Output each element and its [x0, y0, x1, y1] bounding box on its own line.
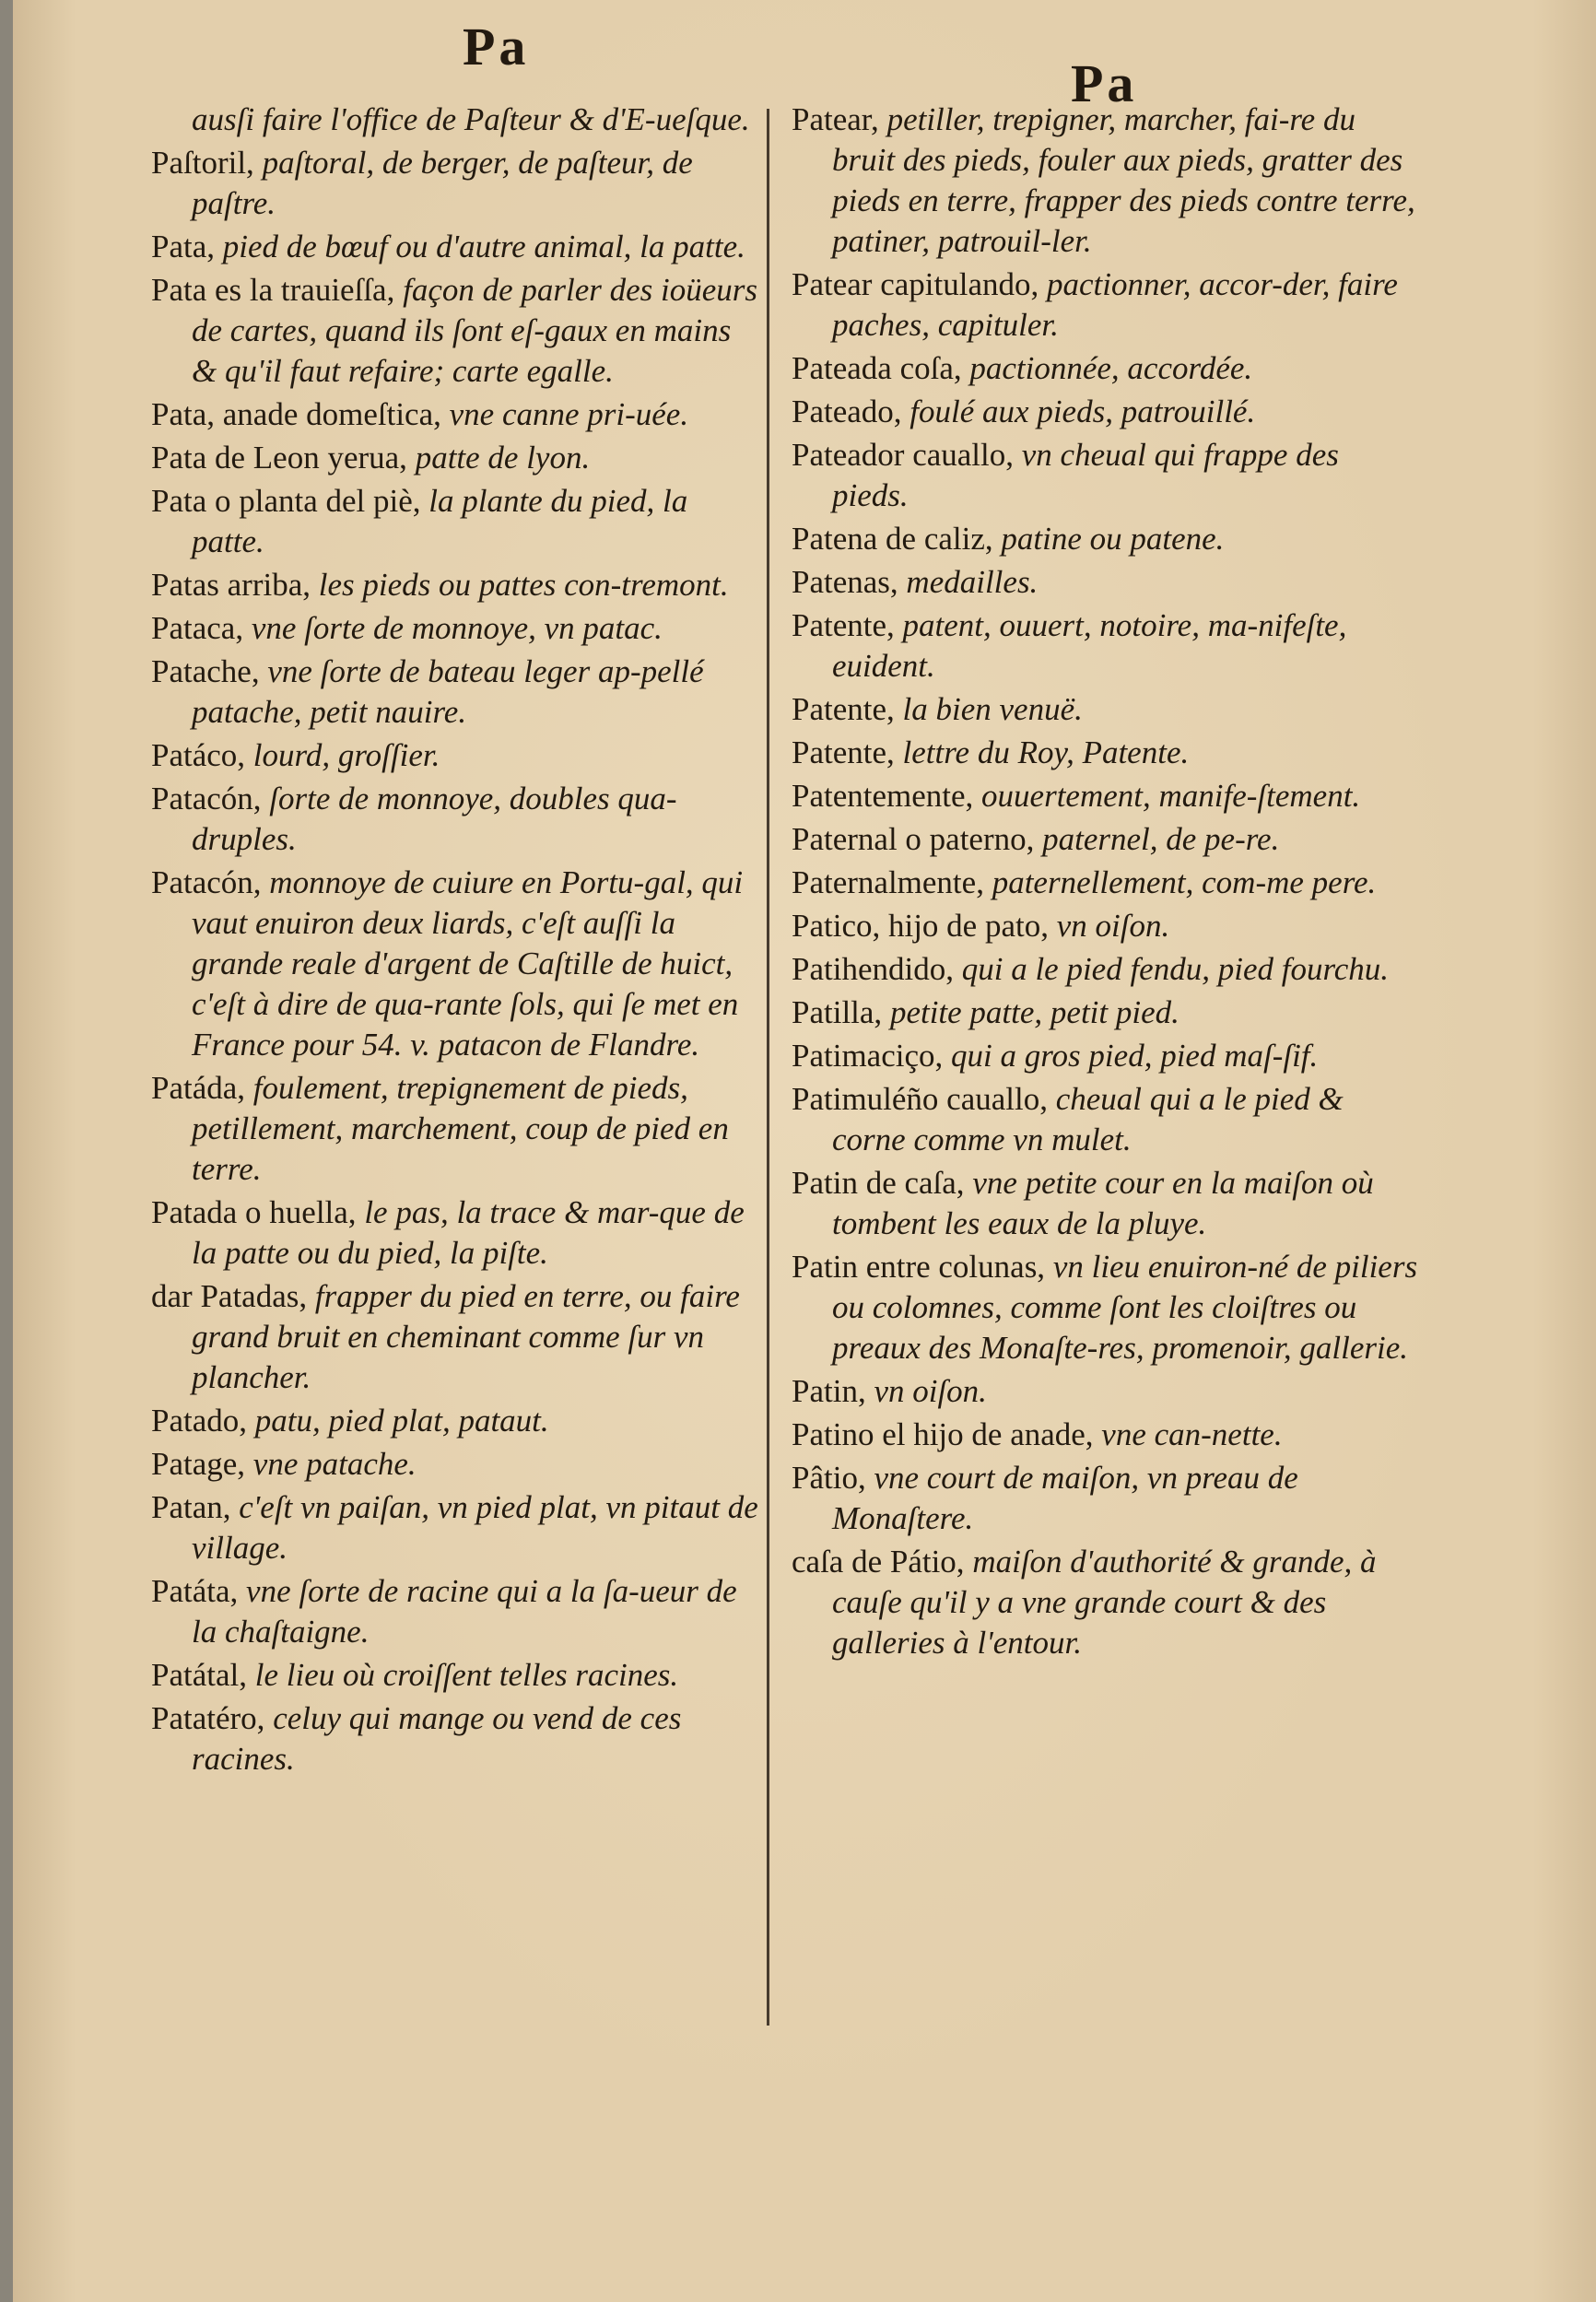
dictionary-entry	[151, 735, 759, 776]
headword: Patage,	[151, 1446, 246, 1482]
headword: Patente,	[792, 734, 895, 770]
running-head-right: Pa	[1071, 53, 1138, 113]
definition: pied de bœuf ou d'autre animal, la patte.	[215, 229, 745, 264]
definition: ouuertement, manife-ſtement.	[973, 778, 1361, 814]
definition: vne petite cour en la maiſon où tombent les eaux de la pluye.	[832, 1165, 1374, 1241]
dictionary-entry	[151, 565, 759, 605]
definition: cheual qui a le pied & corne comme vn mulet.	[832, 1081, 1344, 1157]
headword: Patáda,	[151, 1070, 246, 1106]
headword: Patente,	[792, 607, 895, 643]
headword: Patacón,	[151, 864, 262, 900]
dictionary-entry	[151, 1655, 759, 1696]
dictionary-entry	[792, 1036, 1418, 1076]
headword: Patentemente,	[792, 778, 974, 814]
dictionary-entry	[792, 264, 1418, 346]
definition: vne can-nette.	[1093, 1416, 1283, 1452]
headword: Patacón,	[151, 781, 262, 816]
dictionary-entry	[151, 270, 759, 392]
definition: paſtoral, de berger, de paſteur, de paſtre.	[192, 145, 693, 221]
headword: Patihendido,	[792, 951, 954, 987]
definition: la bien venuë.	[894, 691, 1083, 727]
definition: vne canne pri-uée.	[440, 396, 689, 432]
headword: Patáco,	[151, 737, 246, 773]
column-rule	[767, 109, 769, 2026]
dictionary-entry	[792, 689, 1418, 730]
left-column	[151, 100, 759, 1782]
definition: qui a gros pied, pied maſ-ſif.	[943, 1038, 1319, 1074]
headword: Patimaciço,	[792, 1038, 944, 1074]
headword: Patear capitulando,	[792, 266, 1039, 302]
headword: Pata de Leon yerua,	[151, 440, 407, 476]
dictionary-entry	[792, 906, 1418, 946]
dictionary-entry	[151, 1444, 759, 1485]
definition: vn oiſon.	[865, 1373, 987, 1409]
dictionary-entry	[792, 519, 1418, 559]
headword: Patache,	[151, 653, 260, 689]
headword: Patátal,	[151, 1657, 247, 1693]
definition: vne court de maiſon, vn preau de Monaſtere.	[832, 1460, 1298, 1536]
dictionary-entry	[792, 819, 1418, 860]
dictionary-entry	[792, 733, 1418, 773]
definition: lettre du Roy, Patente.	[894, 734, 1190, 770]
definition: lourd, groſſier.	[245, 737, 440, 773]
dictionary-entry	[151, 438, 759, 478]
dictionary-entry	[792, 1079, 1418, 1160]
headword: Patilla,	[792, 994, 883, 1030]
definition: vn lieu enuiron-né de piliers ou colomnes, comme ſont les cloiſtres ou preaux des Monaſte-res, promenoir, gallerie.	[832, 1249, 1418, 1366]
definition: vne patache.	[245, 1446, 417, 1482]
right-column	[792, 100, 1418, 1666]
headword: Pata o planta del piè,	[151, 483, 421, 519]
dictionary-entry	[792, 1458, 1418, 1539]
headword: Patente,	[792, 691, 895, 727]
headword: Patico, hijo de pato,	[792, 908, 1049, 944]
definition: patine ou patene.	[992, 521, 1225, 557]
dictionary-entry	[151, 481, 759, 562]
definition: patent, ouuert, notoire, ma-nifeſte, euident.	[832, 607, 1347, 684]
definition: petite patte, petit pied.	[882, 994, 1179, 1030]
definition: petiller, trepigner, marcher, fai-re du bruit des pieds, fouler aux pieds, gratter des pieds en terre, frapper des pieds contre terre, patiner, patrouil-ler.	[832, 101, 1415, 259]
headword: Pata,	[151, 229, 216, 264]
headword: Paternal o paterno,	[792, 821, 1035, 857]
headword: Pateado,	[792, 393, 902, 429]
book-page	[13, 0, 1596, 2302]
headword: Pâtio,	[792, 1460, 866, 1496]
definition: vne ſorte de bateau leger ap-pellé patache, petit nauire.	[192, 653, 704, 730]
definition: le pas, la trace & mar-que de la patte ou du pied, la piſte.	[192, 1194, 745, 1271]
definition: monnoye de cuiure en Portu-gal, qui vaut enuiron deux liards, c'eſt auſſi la grande reale d'argent de Caſtille de huict, c'eſt à dire de qua-rante ſols, qui ſe met en France pour 54. v. patacon de Flandre.	[192, 864, 744, 1063]
headword: Pata, anade domeſtica,	[151, 396, 441, 432]
headword: Paſtoril,	[151, 145, 254, 181]
headword: Patado,	[151, 1403, 248, 1439]
dictionary-entry	[151, 394, 759, 435]
dictionary-entry	[792, 348, 1418, 389]
dictionary-entry	[151, 863, 759, 1065]
definition: patu, pied plat, pataut.	[247, 1403, 549, 1439]
dictionary-entry	[151, 779, 759, 860]
dictionary-entry	[792, 562, 1418, 603]
definition: paternellement, com-me pere.	[983, 864, 1377, 900]
dictionary-entry	[151, 1276, 759, 1398]
headword: Patenas,	[792, 564, 898, 600]
dictionary-entry	[792, 992, 1418, 1033]
definition: vn oiſon.	[1048, 908, 1170, 944]
headword: Patáta,	[151, 1573, 239, 1609]
dictionary-entry	[792, 1163, 1418, 1244]
dictionary-entry	[792, 435, 1418, 516]
dictionary-entry	[151, 100, 759, 140]
dictionary-entry	[151, 608, 759, 649]
headword: Pateada coſa,	[792, 350, 962, 386]
definition: vne ſorte de racine qui a la ſa-ueur de la chaſtaigne.	[192, 1573, 737, 1650]
dictionary-entry	[151, 1401, 759, 1441]
dictionary-entry	[792, 1247, 1418, 1368]
headword: caſa de Pátio,	[792, 1544, 965, 1580]
definition: pactionnée, accordée.	[961, 350, 1253, 386]
headword: Patas arriba,	[151, 567, 311, 603]
headword: Patimuléño cauallo,	[792, 1081, 1048, 1117]
dictionary-entry	[792, 605, 1418, 687]
headword: Patada o huella,	[151, 1194, 357, 1230]
headword: Paternalmente,	[792, 864, 984, 900]
dictionary-entry	[792, 949, 1418, 990]
headword: Patan,	[151, 1489, 231, 1525]
dictionary-entry	[792, 863, 1418, 903]
definition: les pieds ou pattes con-tremont.	[310, 567, 729, 603]
dictionary-entry	[151, 227, 759, 267]
headword: dar Patadas,	[151, 1278, 308, 1314]
dictionary-entry	[151, 1487, 759, 1568]
dictionary-entry	[151, 652, 759, 733]
definition: medailles.	[898, 564, 1039, 600]
headword: Pateador cauallo,	[792, 437, 1015, 473]
dictionary-entry	[151, 1698, 759, 1779]
running-head-left: Pa	[463, 17, 530, 76]
definition: frapper du pied en terre, ou faire grand bruit en cheminant comme ſur vn plancher.	[192, 1278, 740, 1395]
definition: foulé aux pieds, patrouillé.	[901, 393, 1256, 429]
dictionary-entry	[151, 1192, 759, 1274]
dictionary-entry	[792, 100, 1418, 262]
headword: Patin de caſa,	[792, 1165, 965, 1201]
headword: Patatéro,	[151, 1700, 265, 1736]
definition: vn cheual qui frappe des pieds.	[832, 437, 1339, 513]
definition: le lieu où croiſſent telles racines.	[247, 1657, 679, 1693]
definition: ſorte de monnoye, doubles qua-druples.	[192, 781, 677, 857]
headword: Patena de caliz,	[792, 521, 993, 557]
definition: paternel, de pe-re.	[1034, 821, 1280, 857]
headword: Pataca,	[151, 610, 244, 646]
definition: pactionner, accor-der, faire paches, capituler.	[832, 266, 1398, 343]
definition: c'eſt vn paiſan, vn pied plat, vn pitaut de village.	[192, 1489, 758, 1566]
definition: vne ſorte de monnoye, vn patac.	[243, 610, 663, 646]
dictionary-entry	[151, 1571, 759, 1652]
headword: Patin entre colunas,	[792, 1249, 1046, 1285]
headword: Patear,	[792, 101, 879, 137]
dictionary-entry	[151, 1068, 759, 1190]
dictionary-entry	[792, 1542, 1418, 1663]
headword: Patino el hijo de anade,	[792, 1416, 1094, 1452]
definition: façon de parler des ioüeurs de cartes, quand ils ſont eſ-gaux en mains & qu'il faut refaire; carte egalle.	[192, 272, 758, 389]
dictionary-entry	[792, 776, 1418, 816]
dictionary-entry	[792, 392, 1418, 432]
definition: qui a le pied fendu, pied fourchu.	[953, 951, 1390, 987]
dictionary-entry	[792, 1371, 1418, 1412]
definition: patte de lyon.	[406, 440, 591, 476]
definition: celuy qui mange ou vend de ces racines.	[192, 1700, 682, 1777]
definition: la plante du pied, la patte.	[192, 483, 688, 559]
headword: Patin,	[792, 1373, 866, 1409]
definition: maiſon d'authorité & grande, à cauſe qu'il y a vne grande court & des galleries à l'entour.	[832, 1544, 1377, 1661]
headword: Pata es la trauieſſa,	[151, 272, 395, 308]
definition: ausſi faire l'office de Paſteur & d'E-ueſque.	[192, 101, 750, 137]
dictionary-entry	[151, 143, 759, 224]
dictionary-entry	[792, 1415, 1418, 1455]
definition: foulement, trepignement de pieds, petillement, marchement, coup de pied en terre.	[192, 1070, 729, 1187]
